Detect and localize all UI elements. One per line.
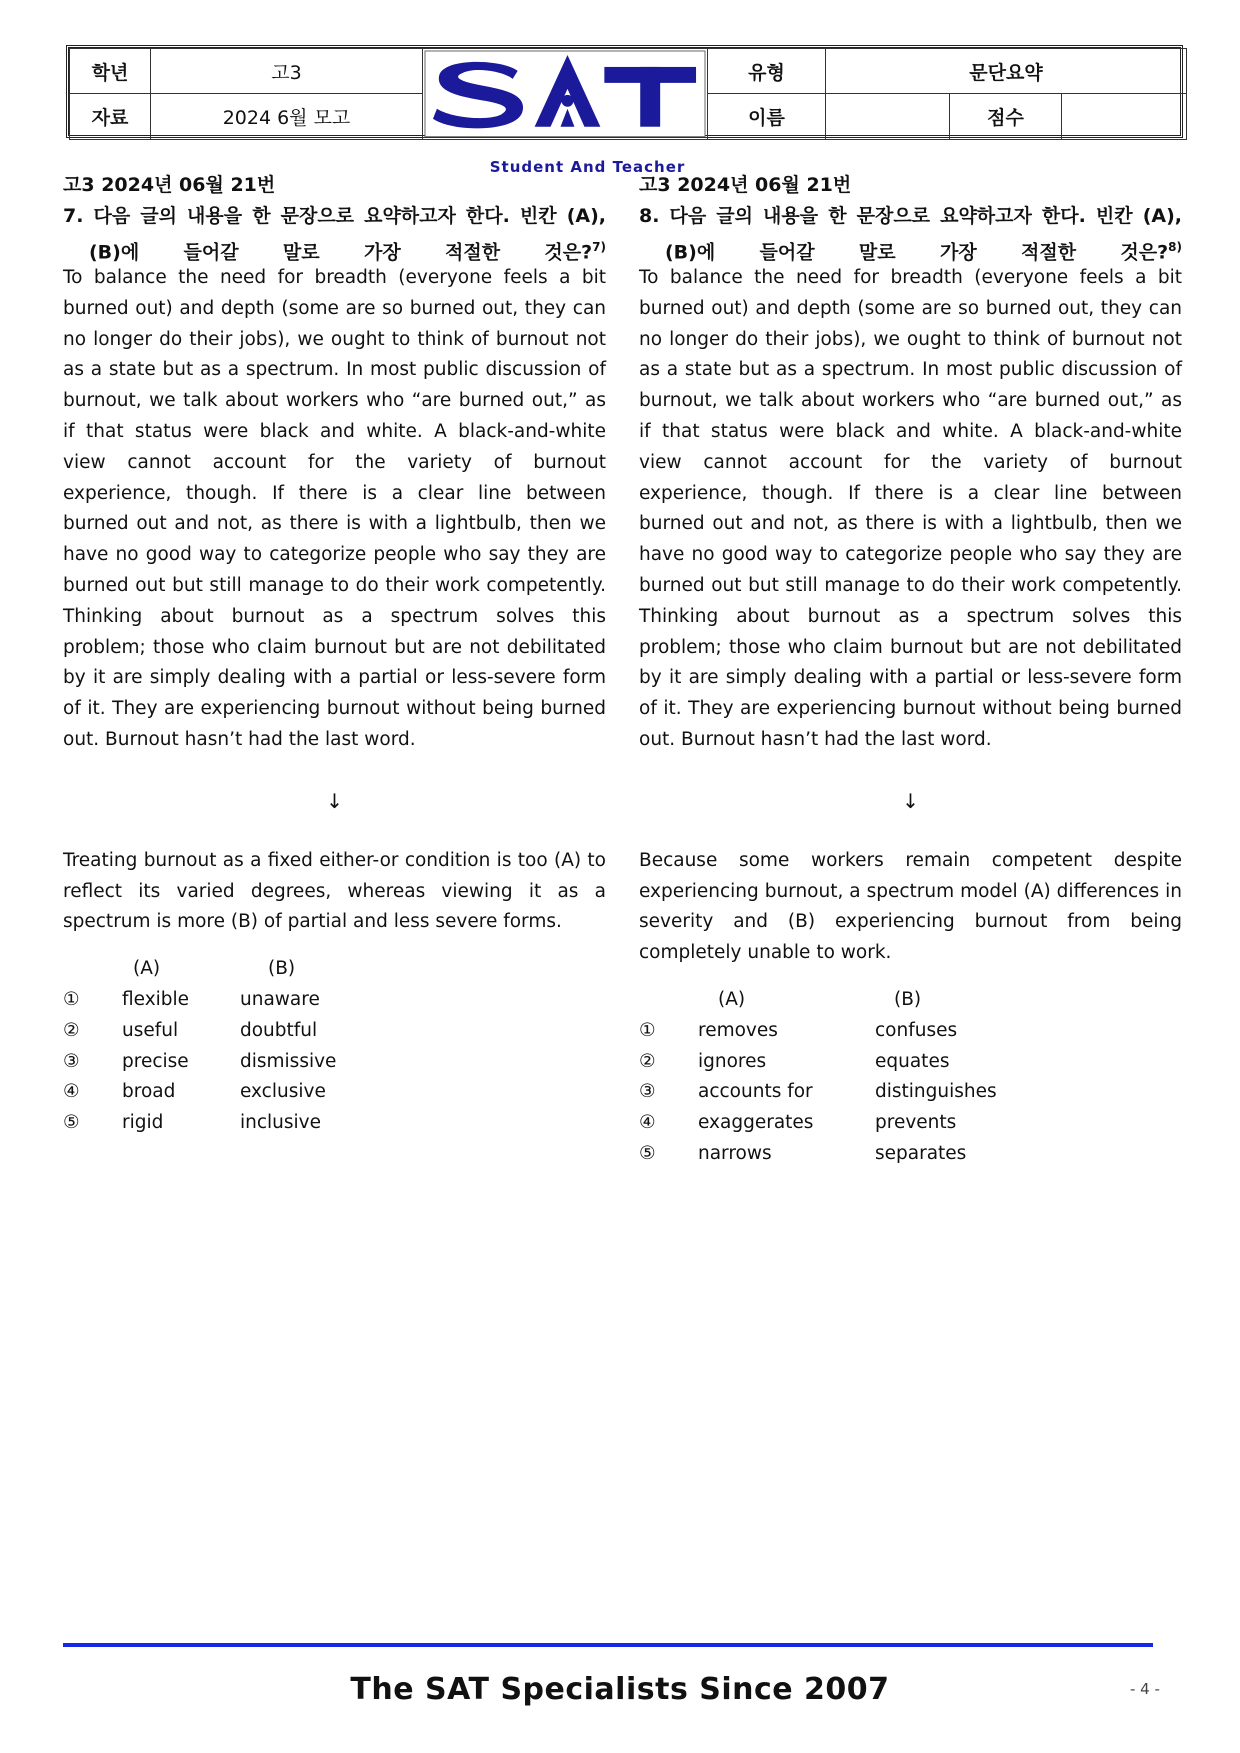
footnote-marker: 8) (1168, 240, 1182, 254)
material-label: 자료 (70, 94, 151, 139)
summary-sentence: Because some workers remain competent despite experiencing burnout, a spectrum model (A) differences in severity and (B) experiencing burnout from being completely unable to work. (639, 849, 1182, 964)
question-8 (639, 170, 1182, 1170)
option-number: ① (63, 988, 80, 1010)
passage: To balance the need for breadth (everyone feels a bit burned out) and depth (some are so burned out, they can no longer do their jobs), we ought to think of burnout not as a state but as a spectrum. In most public discussion of burnout, we talk about workers who “are burned out,” as if that status were black and white. A black-and-white view cannot account for the variety of burnout experience, though. If there is a clear line between burned out and not, as there is with a lightbulb, then we have no good way to categorize people who say they are burned out but still manage to do their work competently. Thinking about burnout as a spectrum solves this problem; those who claim burnout but are not debilitated by it are simply dealing with a partial or less-severe form of it. They are experiencing burnout without being burned out. Burnout hasn’t had the last word. (639, 267, 1182, 750)
option-a: accounts for (698, 1081, 813, 1103)
score-label: 점수 (950, 94, 1062, 139)
option-b: dismissive (240, 1050, 337, 1072)
option-a: removes (698, 1019, 778, 1041)
option-number: ③ (639, 1081, 656, 1103)
option-b: confuses (875, 1019, 958, 1041)
footnote-marker: 7) (592, 240, 606, 254)
option-3[interactable] (639, 1077, 1182, 1108)
column-a-header: (A) (133, 958, 161, 980)
type-label: 유형 (708, 49, 826, 94)
option-2[interactable] (639, 1047, 1182, 1078)
question-prompt (63, 201, 606, 263)
question-7 (63, 170, 606, 1139)
option-number: ③ (63, 1050, 80, 1072)
option-4[interactable] (63, 1077, 606, 1108)
option-a: precise (122, 1050, 189, 1072)
options-header (63, 954, 606, 985)
option-number: ① (639, 1019, 656, 1041)
option-2[interactable] (63, 1016, 606, 1047)
option-number: ⑤ (639, 1142, 656, 1164)
option-number: ④ (639, 1112, 656, 1134)
option-b: unaware (240, 988, 320, 1010)
option-number: ④ (63, 1081, 80, 1103)
question-prompt (639, 201, 1182, 263)
option-b: separates (875, 1142, 967, 1164)
option-a: narrows (698, 1142, 772, 1164)
type-value: 문단요약 (826, 49, 1187, 94)
answer-options (63, 954, 606, 1139)
option-1[interactable] (63, 985, 606, 1016)
answer-options (639, 985, 1182, 1170)
option-number: ② (63, 1019, 80, 1041)
option-b: prevents (875, 1112, 957, 1134)
option-5[interactable] (63, 1108, 606, 1139)
question-source: 고3 2024년 06월 21번 (639, 174, 852, 196)
grade-value: 고3 (151, 49, 423, 94)
option-b: equates (875, 1050, 950, 1072)
option-number: ⑤ (63, 1112, 80, 1134)
page-number: - 4 - (1130, 1680, 1160, 1698)
passage: To balance the need for breadth (everyone feels a bit burned out) and depth (some are so burned out, they can no longer do their jobs), we ought to think of burnout not as a state but as a spectrum. In most public discussion of burnout, we talk about workers who “are burned out,” as if that status were black and white. A black-and-white view cannot account for the variety of burnout experience, though. If there is a clear line between burned out and not, as there is with a lightbulb, then we have no good way to categorize people who say they are burned out but still manage to do their work competently. Thinking about burnout as a spectrum solves this problem; those who claim burnout but are not debilitated by it are simply dealing with a partial or less-severe form of it. They are experiencing burnout without being burned out. Burnout hasn’t had the last word. (63, 267, 606, 750)
option-a: ignores (698, 1050, 767, 1072)
prompt-line-2: (B)에 들어갈 말로 가장 적절한 것은? (665, 241, 1169, 264)
column-b-header: (B) (268, 958, 296, 980)
option-a: exaggerates (698, 1112, 814, 1134)
question-source: 고3 2024년 06월 21번 (63, 174, 276, 196)
option-a: broad (122, 1081, 176, 1103)
option-b: inclusive (240, 1112, 322, 1134)
prompt-line-2: (B)에 들어갈 말로 가장 적절한 것은? (89, 241, 593, 264)
logo-subtitle: Student And Teacher (489, 158, 686, 176)
footer-divider (63, 1643, 1153, 1647)
options-header (639, 985, 1182, 1016)
option-4[interactable] (639, 1108, 1182, 1139)
option-b: doubtful (240, 1019, 318, 1041)
grade-label: 학년 (70, 49, 151, 94)
option-a: rigid (122, 1112, 164, 1134)
down-arrow-icon: ↓ (326, 788, 343, 813)
option-number: ② (639, 1050, 656, 1072)
option-3[interactable] (63, 1047, 606, 1078)
name-label: 이름 (708, 94, 826, 139)
option-1[interactable] (639, 1016, 1182, 1047)
material-value: 2024 6월 모고 (151, 94, 423, 139)
column-b-header: (B) (894, 988, 922, 1010)
option-5[interactable] (639, 1139, 1182, 1170)
prompt-line-1: 8. 다음 글의 내용을 한 문장으로 요약하고자 한다. 빈칸 (A), (639, 205, 1182, 227)
option-b: exclusive (240, 1081, 326, 1103)
sat-logo (423, 49, 708, 176)
summary-sentence: Treating burnout as a fixed either-or condition is too (A) to reflect its varied degrees, whereas viewing it as a spectrum is more (B) of partial and less severe forms. (63, 849, 606, 933)
header-table (66, 45, 1183, 176)
prompt-line-1: 7. 다음 글의 내용을 한 문장으로 요약하고자 한다. 빈칸 (A), (63, 205, 606, 227)
option-a: flexible (122, 988, 190, 1010)
footer-slogan: The SAT Specialists Since 2007 (350, 1672, 890, 1707)
name-field[interactable] (826, 94, 950, 139)
column-a-header: (A) (718, 988, 746, 1010)
option-b: distinguishes (875, 1081, 997, 1103)
down-arrow-icon: ↓ (902, 788, 919, 813)
score-field[interactable] (1062, 94, 1187, 139)
option-a: useful (122, 1019, 179, 1041)
